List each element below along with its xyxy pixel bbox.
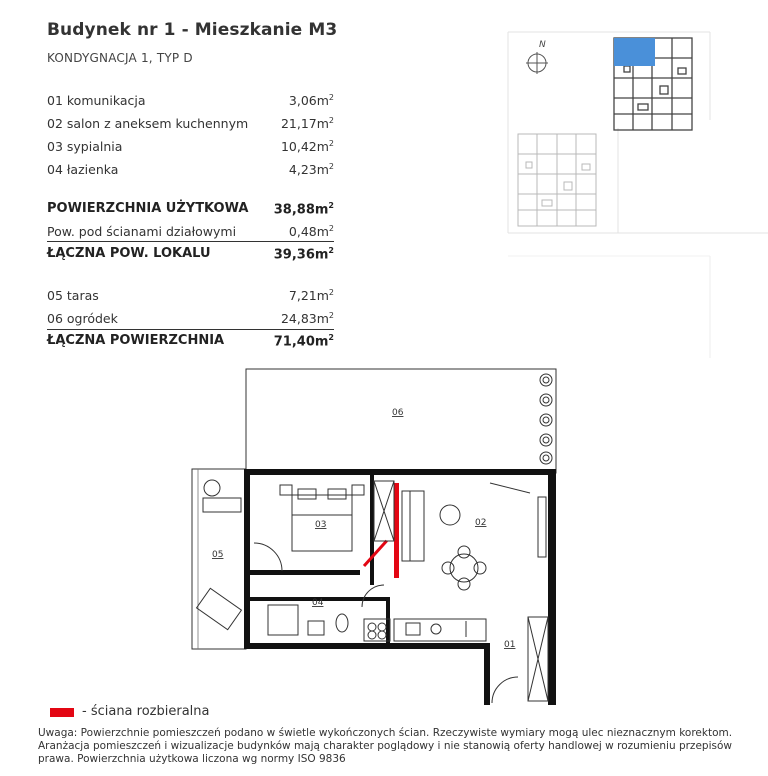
- page-title: Budynek nr 1 - Mieszkanie M3: [47, 20, 338, 40]
- outdoor-value: $7,21m^2$: [288, 288, 334, 304]
- compass-icon: [526, 52, 548, 74]
- outer-walls: [244, 469, 556, 705]
- window: [538, 497, 546, 557]
- total-unit-area-value: $39,36m^2$: [273, 246, 334, 263]
- room-label: 04 łazienka: [47, 162, 119, 177]
- unit-highlight: [614, 38, 655, 66]
- outdoor-value: $24,83m^2$: [280, 311, 334, 327]
- legend-swatch: [50, 708, 74, 717]
- room-label-01: 01: [504, 640, 516, 650]
- floor-plan: [180, 365, 580, 705]
- usable-area-label: POWIERZCHNIA UŻYTKOWA: [47, 201, 249, 216]
- legend-text: - ściana rozbieralna: [82, 704, 210, 719]
- bed-icon: [280, 485, 364, 551]
- room-label-04: 04: [312, 598, 324, 608]
- room-label: 01 komunikacja: [47, 93, 146, 108]
- kitchen-counter: [364, 619, 486, 641]
- room-label-05: 05: [212, 550, 224, 560]
- divider: [47, 241, 334, 242]
- room-label-03: 03: [315, 520, 327, 530]
- room-label: 02 salon z aneksem kuchennym: [47, 116, 249, 131]
- removable-wall: [394, 483, 399, 578]
- garden-outline: [246, 369, 556, 473]
- room-value: $3,06m^2$: [288, 93, 334, 109]
- usable-area-value: $38,88m^2$: [273, 201, 334, 218]
- wardrobe-icon: [374, 481, 394, 541]
- hall-wardrobe-icon: [528, 617, 548, 701]
- site-plan: [500, 28, 768, 358]
- coffee-table-icon: [440, 505, 460, 525]
- page-subtitle: KONDYGNACJA 1, TYP D: [47, 51, 193, 65]
- removable-wall-door: [363, 540, 388, 567]
- divider: [47, 329, 334, 330]
- walls-area-value: $0,48m^2$: [288, 224, 334, 240]
- room-value: $10,42m^2$: [280, 139, 334, 155]
- total-area-label: ŁĄCZNA POWIERZCHNIA: [47, 333, 225, 348]
- footnote: Uwaga: Powierzchnie pomieszczeń podano w świetle wykończonych ścian. Rzeczywiste wymiary mogą ulec nieznacznym korektom. Aranżacja pomieszczeń i wizualizacje budynków mają charakter poglądowy i nie stanowią oferty handlowej w rozumieniu przepisów prawa. Powierzchnia użytkowa liczona wg normy ISO 9836: [38, 727, 733, 765]
- room-label-02: 02: [475, 518, 487, 528]
- tree-icons: [540, 374, 552, 464]
- compass-label: N: [539, 40, 546, 50]
- room-label-06: 06: [392, 408, 404, 418]
- outdoor-label: 06 ogródek: [47, 311, 118, 326]
- total-area-value: $71,40m^2$: [273, 333, 334, 350]
- room-label: 03 sypialnia: [47, 139, 123, 154]
- walls-area-label: Pow. pod ścianami działowymi: [47, 224, 237, 239]
- room-value: $21,17m^2$: [280, 116, 334, 132]
- sofa-icon: [402, 491, 424, 561]
- shower-icon: [268, 605, 348, 635]
- outdoor-label: 05 taras: [47, 288, 99, 303]
- room-value: $4,23m^2$: [288, 162, 334, 178]
- dining-table-icon: [442, 546, 486, 590]
- building-2-outline: [518, 134, 596, 226]
- total-unit-area-label: ŁĄCZNA POW. LOKALU: [47, 246, 211, 261]
